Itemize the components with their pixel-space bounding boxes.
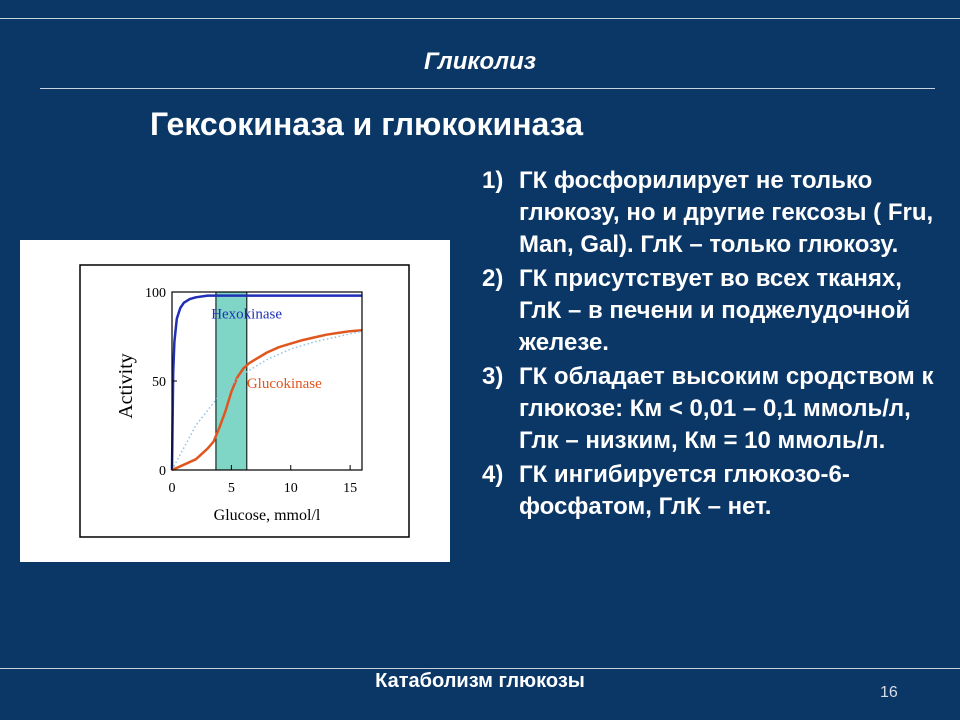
- section-header: Гликолиз: [423, 48, 537, 75]
- footer-title: Катаболизм глюкозы: [375, 670, 585, 692]
- list-item-text: ГК присутствует во всех тканях, ГлК – в печени и поджелудочной железе.: [519, 265, 911, 356]
- enzyme-activity-chart: [20, 240, 450, 562]
- list-item-number: 4): [482, 461, 504, 488]
- series-line-glucokinase: [172, 330, 362, 470]
- list-item-text: ГК фосфорилирует не только глюкозу, но и другие гексозы ( Fru, Man, Gal). ГлК – только глюкозу.: [519, 167, 934, 258]
- list-item: [482, 361, 942, 457]
- y-tick-label: 50: [152, 375, 166, 390]
- list-item-number: 3): [482, 363, 504, 390]
- x-axis-label: Glucose, mmol/l: [213, 507, 321, 524]
- list-item-number: 1): [482, 167, 504, 194]
- x-tick-label: 0: [168, 481, 176, 496]
- top-divider: [0, 18, 960, 19]
- list-item: [482, 263, 942, 359]
- comparison-list: [482, 165, 942, 525]
- y-tick-label: 100: [145, 286, 166, 301]
- x-tick-label: 10: [283, 481, 298, 496]
- series-label-hexokinase: Hexokinase: [211, 306, 282, 323]
- series-label-glucokinase: Glucokinase: [246, 376, 322, 393]
- list-item-text: ГК ингибируется глюкозо-6-фосфатом, ГлК – нет.: [519, 461, 850, 520]
- y-tick-label: 0: [159, 464, 166, 479]
- list-item: [482, 165, 942, 261]
- x-tick-label: 5: [227, 481, 235, 496]
- list-item-number: 2): [482, 265, 504, 292]
- chart-svg: [20, 240, 450, 562]
- footer-divider: [0, 668, 960, 669]
- header-divider: [40, 88, 935, 89]
- x-tick-label: 15: [343, 481, 358, 496]
- y-axis-label: Activity: [115, 353, 137, 419]
- list-item-text: ГК обладает высоким сродством к глюкозе: Км < 0,01 – 0,1 ммоль/л, Глк – низким, Км = 10 ммоль/л.: [519, 363, 934, 454]
- slide-title: Гексокиназа и глюкокиназа: [150, 106, 583, 142]
- list-item: [482, 459, 942, 523]
- page-number: 16: [880, 684, 898, 701]
